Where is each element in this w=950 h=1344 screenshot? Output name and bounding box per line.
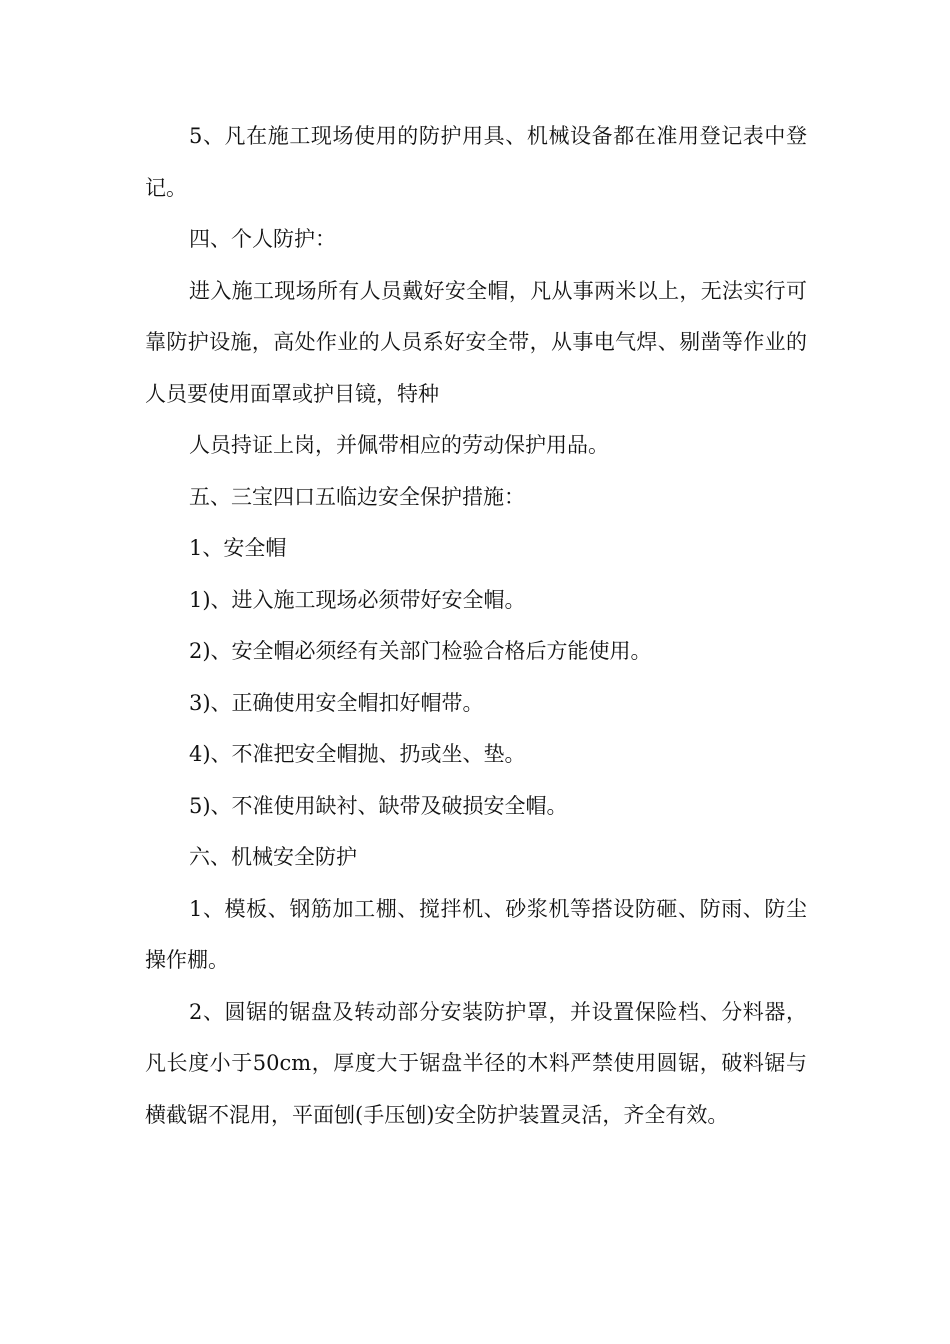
section-heading-personal-protection: 四、个人防护： (189, 227, 336, 251)
paragraph-machine-1: 1、模板、钢筋加工棚、搅拌机、砂浆机等搭设防砸、防雨、防尘操作棚。 (145, 896, 807, 972)
paragraph-personal-protection: 进入施工现场所有人员戴好安全帽，凡从事两米以上，无法实行可靠防护设施，高处作业的人员系好安全带，从事电气焊、剔凿等作业的人员要使用面罩或护目镜，特种 (145, 278, 807, 406)
list-item-helmet-3: 3)、正确使用安全帽扣好帽带。 (189, 690, 484, 715)
paragraph-machine-2: 2、圆锯的锯盘及转动部分安装防护罩，并设置保险档、分料器，凡长度小于50cm，厚度大于锯盘半径的木料严禁使用圆锯，破料锯与横截锯不混用，平面刨(手压刨)安全防护装置灵活，齐全有效。 (145, 999, 807, 1127)
section-heading-machine-protection: 六、机械安全防护 (189, 845, 357, 869)
section-heading-safety-measures: 五、三宝四口五临边安全保护措施： (189, 484, 525, 509)
paragraph-item-5-registration: 5、凡在施工现场使用的防护用具、机械设备都在准用登记表中登记。 (145, 124, 807, 200)
list-item-helmet-5: 5)、不准使用缺衬、缺带及破损安全帽。 (189, 793, 568, 818)
paragraph-certification: 人员持证上岗，并佩带相应的劳动保护用品。 (189, 433, 609, 457)
list-item-helmet-4: 4)、不准把安全帽抛、扔或坐、垫。 (189, 742, 526, 766)
list-item-helmet-1: 1)、进入施工现场必须带好安全帽。 (189, 587, 526, 612)
list-item-helmet-2: 2)、安全帽必须经有关部门检验合格后方能使用。 (189, 639, 652, 663)
subheading-safety-helmet: 1、安全帽 (189, 536, 287, 560)
document-body (145, 111, 807, 1141)
